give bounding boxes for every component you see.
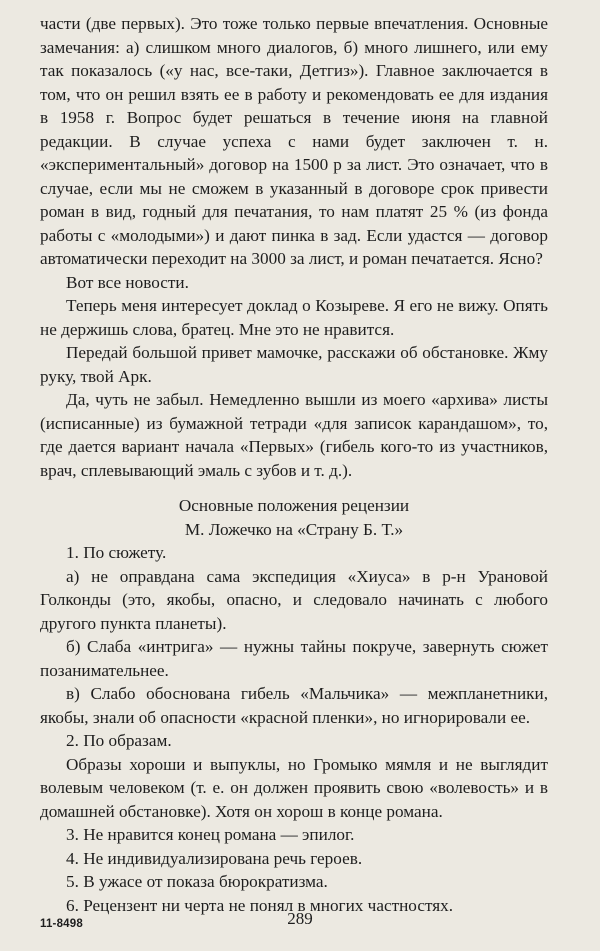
review-item-images-text: Образы хороши и выпуклы, но Громыко мямля и не выглядит волевым человеком (т. е. он должен проявить свою «волевость» и в домашней обстановке). Хотя он хорош в конце романа.: [40, 754, 548, 821]
review-item-speech: 4. Не индивидуализирована речь героев.: [66, 848, 363, 868]
review-item-plot-c: в) Слабо обоснована гибель «Мальчика» — межпланетники, якобы, знали об опасности «красной пленки», но игнорировали ее.: [40, 684, 548, 727]
review-item-bureaucracy: 5. В ужасе от показа бюрократизма.: [66, 872, 328, 891]
review-title-line-1: Основные положения рецензии: [178, 496, 410, 515]
printer-signature: 11-8498: [40, 918, 83, 930]
paragraph-greetings: Передай большой привет мамочке, расскажи об обстановке. Жму руку, твой Арк.: [40, 343, 548, 386]
paragraph-news: Вот все новости.: [66, 272, 189, 292]
review-title-line-2: М. Ложечко на «Страну Б. Т.»: [184, 519, 404, 539]
paragraph-letter-continuation: части (две первых). Это тоже только первые впечатления. Основные замечания: а) слишком много диалогов, б) много лишнего, или ему так показалось («у нас, все-таки, Детгиз»). Главное заключается в том, что он решил взять ее в работу и рекомендовать ее для издания в 1958 г. Вопрос будет решаться в течение июня на главной редакции. В случае успеха с нами будет заключен т. н. «экспериментальный» договор на 1500 р за лист. Это означает, что в случае, если мы не сможем в указанный в договоре срок привести роман в вид, годный для печатания, то нам платят 25 % (из фонда работы с «молодыми») и дают пинка в зад. Если удастся — договор автоматически переходит на 3000 за лист, и роман печатается. Ясно?: [40, 14, 548, 268]
review-item-ending: 3. Не нравится конец романа — эпилог.: [66, 825, 355, 844]
review-item-plot-a: а) не оправдана сама экспедиция «Хиуса» в р-н Урановой Голконды (это, якобы, опасно, и следовало начинать с любого другого пункта планеты).: [40, 566, 548, 633]
paragraph-kozyrev: Теперь меня интересует доклад о Козыреве. Я его не вижу. Опять не держишь слова, братец. Мне это не нравится.: [40, 296, 548, 339]
page-body: [40, 12, 548, 917]
review-item-details: 6. Рецензент ни черта не понял в многих частностях.: [66, 895, 454, 915]
review-item-images: 2. По образам.: [66, 731, 172, 750]
review-item-plot: 1. По сюжету.: [66, 543, 167, 562]
paragraph-archive: Да, чуть не забыл. Немедленно вышли из моего «архива» листы (исписанные) из бумажной тетради «для записок карандашом», то, где дается вариант начала «Первых» (гибель кого-то из участников, врач, сплевывающий эмаль с зубов и т. д.).: [40, 390, 548, 480]
review-item-plot-b: б) Слаба «интрига» — нужны тайны покруче, завернуть сюжет позанимательнее.: [40, 637, 548, 680]
page-number: 289: [287, 909, 313, 928]
